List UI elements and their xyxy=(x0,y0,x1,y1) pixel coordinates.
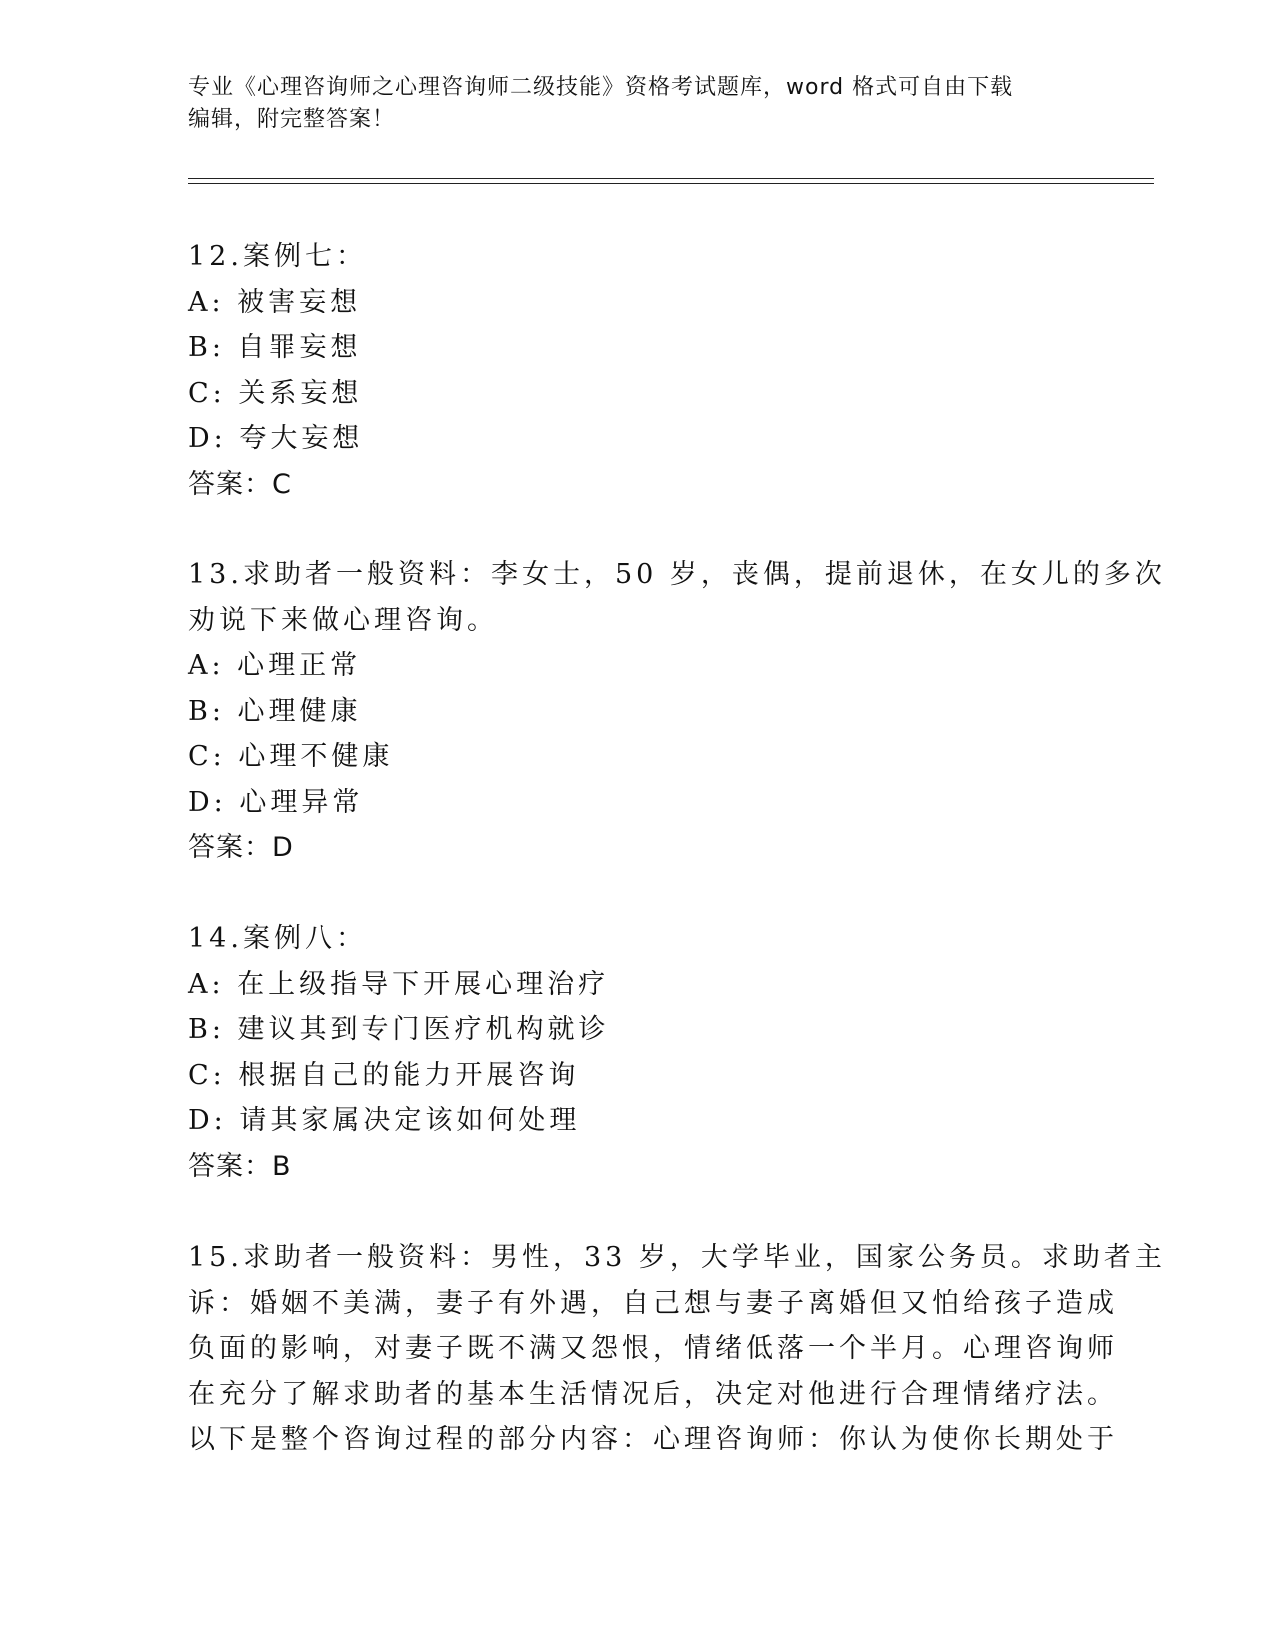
option-c: C: 根据自己的能力开展咨询 xyxy=(188,1059,580,1091)
option-a: A: 心理正常 xyxy=(188,650,362,681)
option-b: B: 建议其到专门医疗机构就诊 xyxy=(188,1014,610,1045)
option-d: D: 心理异常 xyxy=(188,786,364,818)
answer-line: 答案：B xyxy=(188,1150,292,1182)
header-divider-top xyxy=(188,178,1154,179)
header-divider-bottom xyxy=(188,183,1154,184)
question-stem: 12.案例七： xyxy=(188,241,367,272)
header-line-2: 编辑，附完整答案！ xyxy=(188,107,396,132)
header-line-1: 专业《心理咨询师之心理咨询师二级技能》资格考试题库，word 格式可自由下载 xyxy=(188,75,1014,100)
option-d: D: 请其家属决定该如何处理 xyxy=(188,1105,581,1136)
question-15 xyxy=(188,1235,1166,1463)
question-stem: 劝说下来做心理咨询。 xyxy=(188,604,498,636)
option-a: A: 在上级指导下开展心理治疗 xyxy=(188,968,610,1000)
question-stem: 负面的影响，对妻子既不满又怨恨，情绪低落一个半月。心理咨询师 xyxy=(188,1333,1118,1364)
question-stem: 13.求助者一般资料：李女士，50 岁，丧偶，提前退休，在女儿的多次 xyxy=(188,559,1166,590)
answer-line: 答案：D xyxy=(188,832,294,863)
answer-line: 答案：C xyxy=(188,468,292,500)
question-13 xyxy=(188,552,1166,871)
question-12 xyxy=(188,234,1088,507)
option-b: B: 自罪妄想 xyxy=(188,332,362,363)
option-d: D: 夸大妄想 xyxy=(188,423,364,454)
question-stem: 14.案例八： xyxy=(188,923,367,954)
question-14 xyxy=(188,916,1088,1189)
question-stem: 在充分了解求助者的基本生活情况后，决定对他进行合理情绪疗法。 xyxy=(188,1378,1118,1410)
option-a: A: 被害妄想 xyxy=(188,286,362,318)
option-c: C: 关系妄想 xyxy=(188,377,363,409)
question-stem: 以下是整个咨询过程的部分内容：心理咨询师：你认为使你长期处于 xyxy=(188,1424,1118,1455)
option-b: B: 心理健康 xyxy=(188,695,362,727)
option-c: C: 心理不健康 xyxy=(188,741,394,772)
question-stem: 诉：婚姻不美满，妻子有外遇，自己想与妻子离婚但又怕给孩子造成 xyxy=(188,1287,1118,1319)
question-stem: 15.求助者一般资料：男性，33 岁，大学毕业，国家公务员。求助者主 xyxy=(188,1242,1166,1273)
document-header xyxy=(188,72,1088,136)
